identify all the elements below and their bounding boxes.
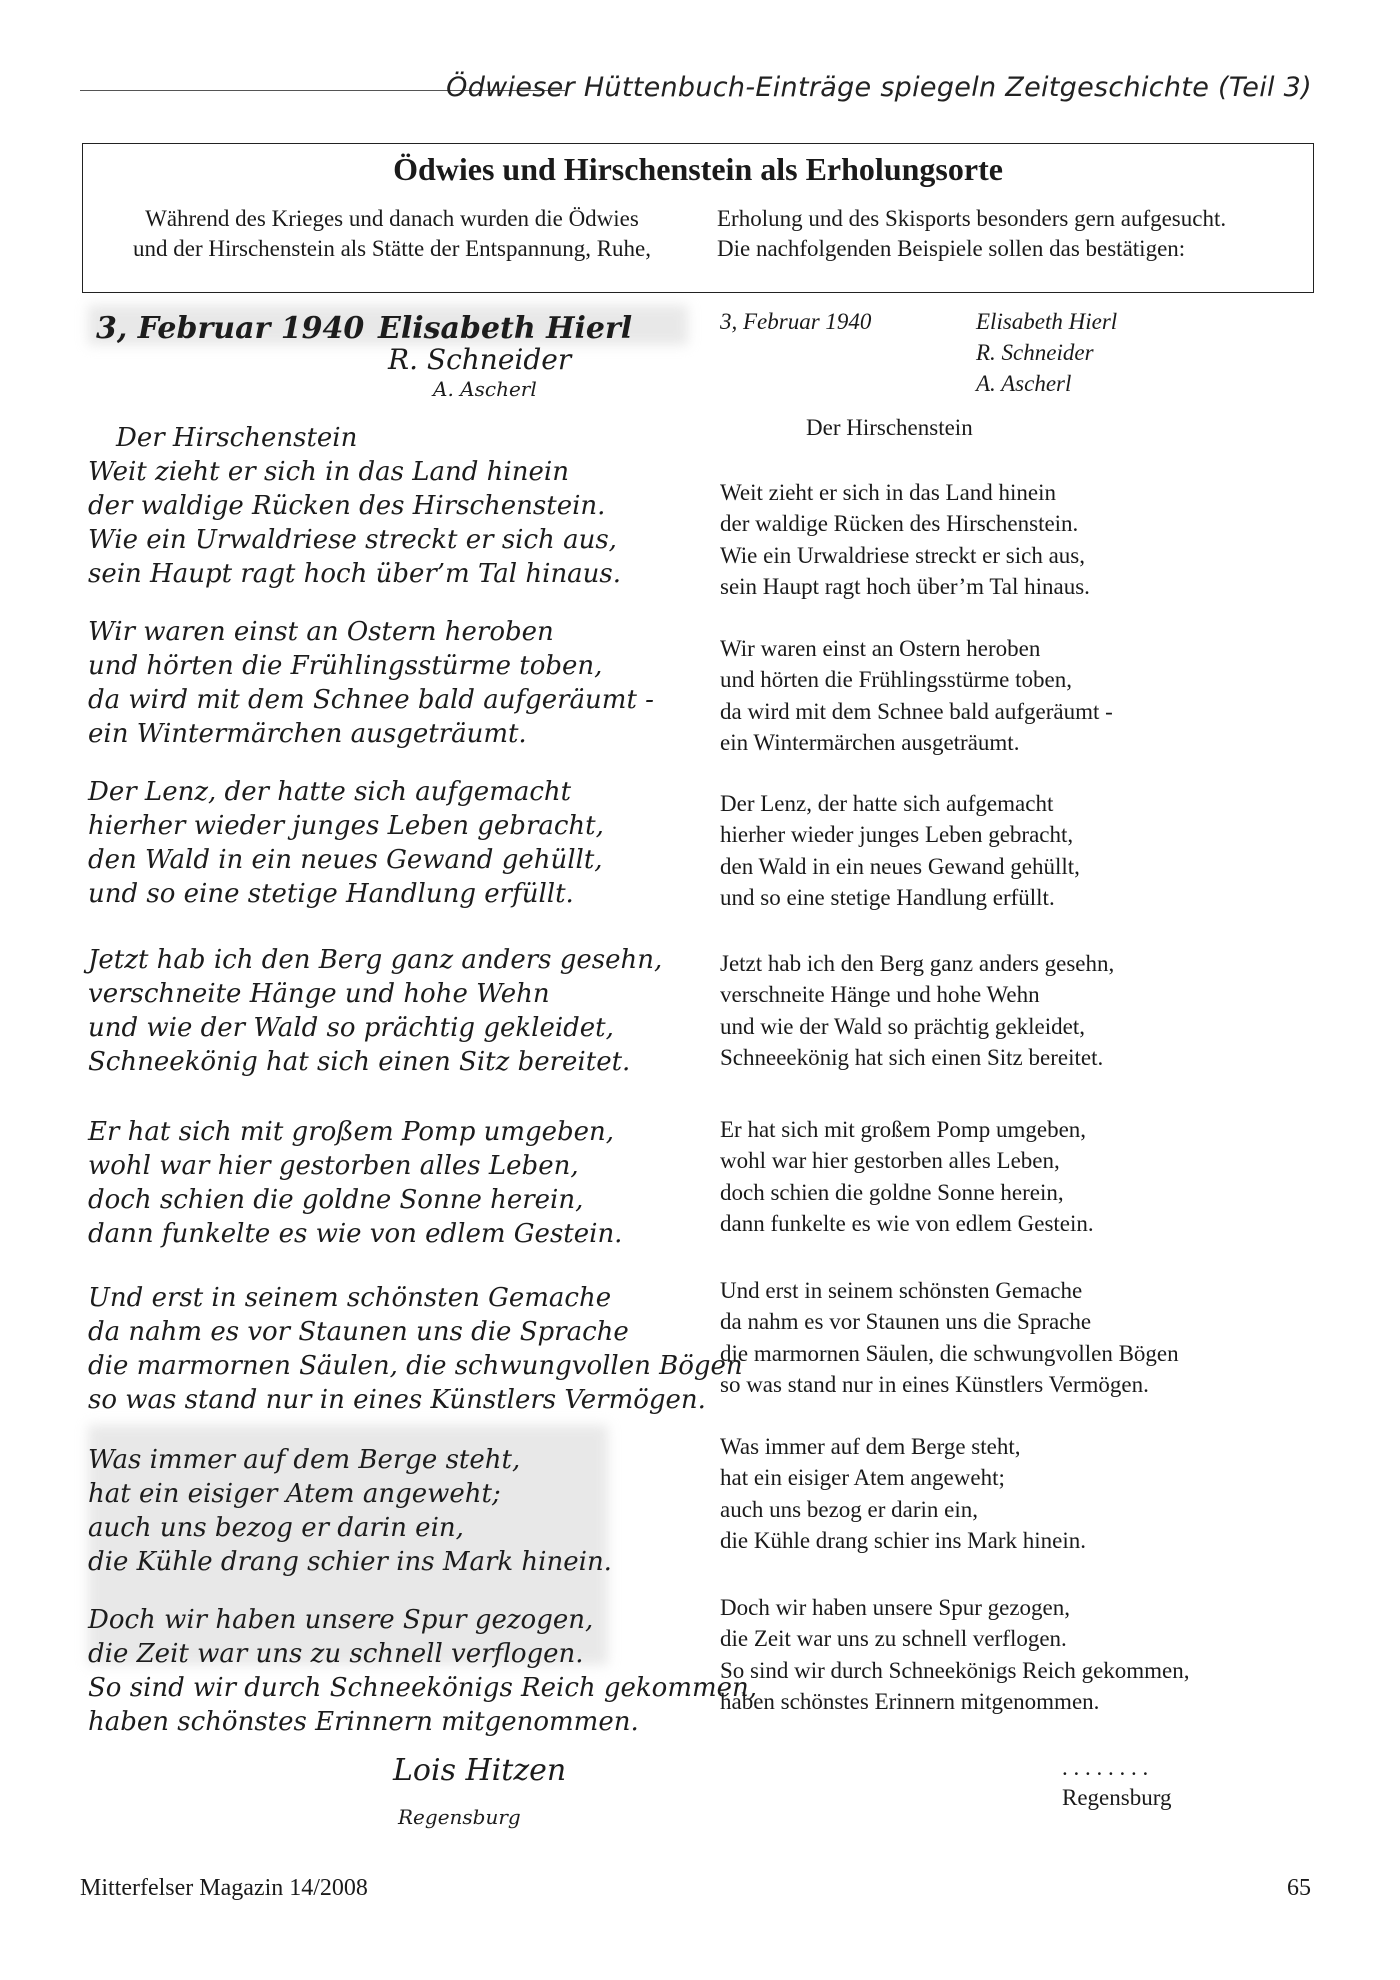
scan-author: R. Schneider — [388, 343, 572, 376]
running-title: Ödwieser Hüttenbuch-Einträge spiegeln Zeitgeschichte (Teil 3) — [446, 72, 1312, 103]
scan-author: A. Ascherl — [433, 377, 537, 401]
entry-author: A. Ascherl — [976, 371, 1072, 396]
signature-place: Regensburg — [1062, 1785, 1172, 1810]
poem-line: da nahm es vor Staunen uns die Sprache — [720, 1309, 1092, 1335]
stanza — [720, 1114, 1094, 1239]
scan-line: ein Wintermärchen ausgeträumt. — [88, 719, 527, 749]
scan-line: Und erst in seinem schönsten Gemache — [88, 1283, 612, 1313]
scan-signature: Lois Hitzen — [393, 1753, 567, 1788]
poem-line: ein Wintermärchen ausgeträumt. — [720, 729, 1020, 755]
poem-line: So sind wir durch Schneekönigs Reich gekommen, — [720, 1657, 1190, 1683]
stanza — [720, 1431, 1086, 1556]
poem-line: hat ein eisiger Atem angeweht; — [720, 1465, 1005, 1491]
poem-line: Was immer auf dem Berge steht, — [720, 1434, 1021, 1459]
stanza — [720, 948, 1114, 1073]
scan-line: So sind wir durch Schneekönigs Reich gekommen, — [88, 1673, 758, 1703]
scan-line: Jetzt hab ich den Berg ganz anders gesehn, — [88, 945, 663, 975]
scan-title: Der Hirschenstein — [116, 423, 358, 453]
scan-line: Doch wir haben unsere Spur gezogen, — [88, 1605, 594, 1635]
poem-line: den Wald in ein neues Gewand gehüllt, — [720, 853, 1080, 879]
poem-line: und hörten die Frühlingsstürme toben, — [720, 667, 1072, 693]
stanza — [720, 1592, 1190, 1717]
poem-line: da wird mit dem Schnee bald aufgeräumt - — [720, 698, 1113, 724]
poem-line: Und erst in seinem schönsten Gemache — [720, 1278, 1083, 1303]
scan-line: Weit zieht er sich in das Land hinein — [88, 457, 569, 487]
scan-line: so was stand nur in eines Künstlers Vermögen. — [88, 1385, 706, 1415]
scan-line: und so eine stetige Handlung erfüllt. — [88, 879, 574, 909]
poem-line: Doch wir haben unsere Spur gezogen, — [720, 1595, 1070, 1620]
entry-author: Elisabeth Hierl — [976, 309, 1118, 334]
poem-line: Er hat sich mit großem Pomp umgeben, — [720, 1117, 1087, 1142]
intro-box — [82, 143, 1314, 293]
intro-text-right — [717, 204, 1307, 264]
signature-dots: . . . . . . . . — [1062, 1755, 1149, 1780]
scan-line: Wir waren einst an Ostern heroben — [88, 617, 554, 647]
poem-line: die Kühle drang schier ins Mark hinein. — [720, 1527, 1086, 1553]
scan-line: die Kühle drang schier ins Mark hinein. — [88, 1547, 612, 1577]
poem-line: so was stand nur in eines Künstlers Vermögen. — [720, 1371, 1149, 1397]
stanza — [720, 477, 1090, 602]
poem-line: verschneite Hänge und hohe Wehn — [720, 982, 1040, 1008]
scan-line: verschneite Hänge und hohe Wehn — [88, 979, 550, 1009]
poem-line: doch schien die goldne Sonne herein, — [720, 1179, 1064, 1205]
poem-title: Der Hirschenstein — [806, 415, 973, 440]
handwritten-scan — [88, 305, 758, 1850]
stanza — [720, 633, 1113, 758]
scan-line: hierher wieder junges Leben gebracht, — [88, 811, 604, 841]
footer-magazine: Mitterfelser Magazin 14/2008 — [80, 1875, 368, 1901]
intro-text-left — [97, 204, 687, 264]
scan-line: sein Haupt ragt hoch über’m Tal hinaus. — [88, 559, 622, 589]
poem-line: die Zeit war uns zu schnell verflogen. — [720, 1626, 1067, 1652]
poem-line: sein Haupt ragt hoch über’m Tal hinaus. — [720, 573, 1090, 599]
entry-date: 3, Februar 1940 — [720, 309, 872, 334]
scan-line: Er hat sich mit großem Pomp umgeben, — [88, 1117, 615, 1147]
page-number: 65 — [1287, 1875, 1311, 1901]
intro-line: und der Hirschenstein als Stätte der Entspannung, Ruhe, — [132, 236, 652, 261]
stanza — [720, 788, 1080, 913]
poem-line: Weit zieht er sich in das Land hinein — [720, 480, 1057, 505]
scan-line: auch uns bezog er darin ein, — [88, 1513, 464, 1543]
poem-line: wohl war hier gestorben alles Leben, — [720, 1148, 1060, 1174]
poem-line: der waldige Rücken des Hirschenstein. — [720, 511, 1079, 537]
poem-line: auch uns bezog er darin ein, — [720, 1496, 979, 1522]
scan-line: den Wald in ein neues Gewand gehüllt, — [88, 845, 603, 875]
poem-line: haben schönstes Erinnern mitgenommen. — [720, 1688, 1100, 1714]
scan-line: hat ein eisiger Atem angeweht; — [88, 1479, 501, 1509]
scan-line: die marmornen Säulen, die schwungvollen Bögen — [88, 1351, 743, 1381]
scan-signature-place: Regensburg — [398, 1805, 521, 1829]
intro-line: Die nachfolgenden Beispiele sollen das bestätigen: — [717, 236, 1186, 261]
poem-line: hierher wieder junges Leben gebracht, — [720, 822, 1074, 848]
scan-line: Der Lenz, der hatte sich aufgemacht — [88, 777, 572, 807]
poem-line: Wir waren einst an Ostern heroben — [720, 636, 1041, 661]
poem-line: dann funkelte es wie von edlem Gestein. — [720, 1210, 1094, 1236]
article-title: Ödwies und Hirschenstein als Erholungsorte — [393, 151, 1003, 187]
poem-line: Jetzt hab ich den Berg ganz anders gesehn, — [720, 951, 1115, 976]
scan-date: 3, Februar 1940 — [96, 311, 365, 346]
intro-line: Während des Krieges und danach wurden die Ödwies — [145, 206, 639, 231]
poem-line: und wie der Wald so prächtig gekleidet, — [720, 1013, 1085, 1039]
scan-line: haben schönstes Erinnern mitgenommen. — [88, 1707, 639, 1737]
scan-line: Was immer auf dem Berge steht, — [88, 1445, 521, 1475]
scan-line: da nahm es vor Staunen uns die Sprache — [88, 1317, 629, 1347]
scan-line: wohl war hier gestorben alles Leben, — [88, 1151, 579, 1181]
scan-line: und hörten die Frühlingsstürme toben, — [88, 651, 603, 681]
scan-line: und wie der Wald so prächtig gekleidet, — [88, 1013, 614, 1043]
poem-line: Der Lenz, der hatte sich aufgemacht — [720, 791, 1054, 816]
scan-author: Elisabeth Hierl — [378, 311, 633, 346]
scan-line: dann funkelte es wie von edlem Gestein. — [88, 1219, 623, 1249]
poem-line: und so eine stetige Handlung erfüllt. — [720, 884, 1055, 910]
scan-line: Schneekönig hat sich einen Sitz bereitet. — [88, 1047, 631, 1077]
scan-line: da wird mit dem Schnee bald aufgeräumt - — [88, 685, 654, 715]
stanza — [720, 1275, 1179, 1400]
scan-line: der waldige Rücken des Hirschenstein. — [88, 491, 606, 521]
scan-line: die Zeit war uns zu schnell verflogen. — [88, 1639, 584, 1669]
poem-line: Schneeekönig hat sich einen Sitz bereitet. — [720, 1044, 1104, 1070]
poem-line: die marmornen Säulen, die schwungvollen Bögen — [720, 1340, 1179, 1366]
scan-line: doch schien die goldne Sonne herein, — [88, 1185, 584, 1215]
intro-line: Erholung und des Skisports besonders gern aufgesucht. — [717, 206, 1227, 231]
entry-author: R. Schneider — [976, 340, 1094, 365]
scan-line: Wie ein Urwaldriese streckt er sich aus, — [88, 525, 617, 555]
poem-line: Wie ein Urwaldriese streckt er sich aus, — [720, 542, 1086, 568]
